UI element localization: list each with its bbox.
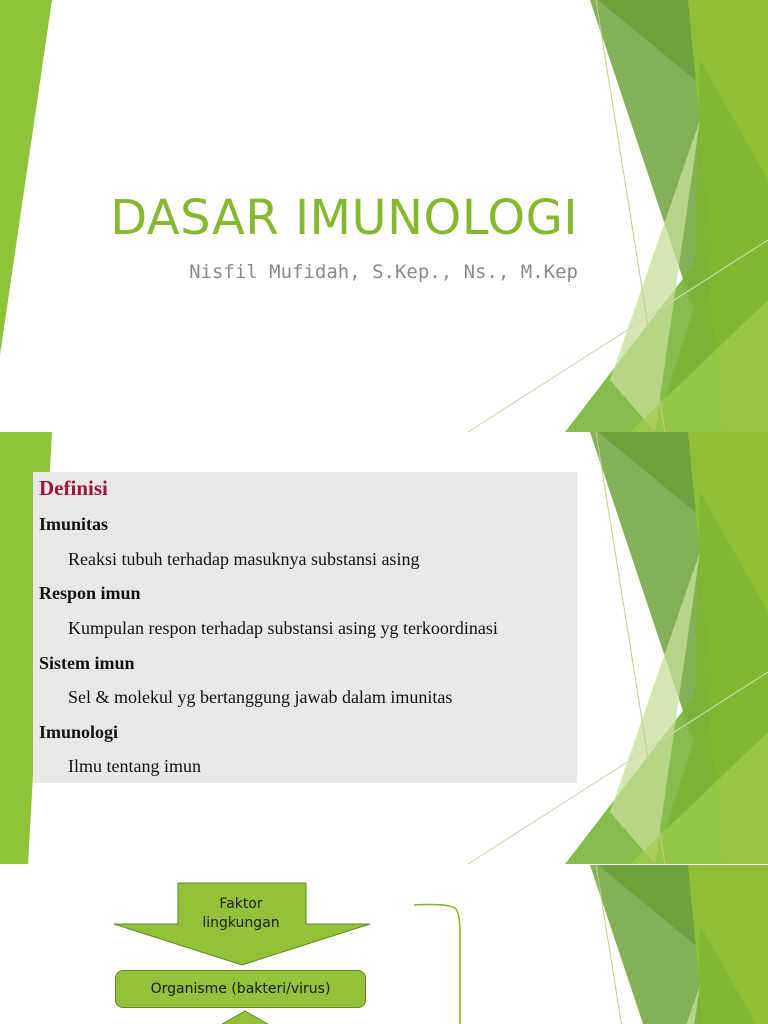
term-respon-imun: Respon imun (39, 583, 141, 603)
organisme-box: Organisme (bakteri/virus) (115, 970, 366, 1008)
next-arrow (190, 1010, 300, 1024)
desc-imunologi: Ilmu tentang imun (68, 756, 201, 776)
desc-sistem-imun: Sel & molekul yg bertanggung jawab dalam imunitas (68, 687, 453, 707)
definition-box (33, 472, 577, 783)
presentation-author: Nisfil Mufidah, S.Kep., Ns., M.Kep (189, 261, 578, 283)
definition-heading: Definisi (39, 476, 108, 500)
term-sistem-imun: Sistem imun (39, 653, 135, 673)
arrow-label-line1: Faktor (219, 896, 263, 912)
desc-imunitas: Reaksi tubuh terhadap masuknya substansi asing (68, 549, 420, 569)
term-imunitas: Imunitas (39, 514, 109, 534)
definition-slide (0, 432, 768, 865)
flow-slide (0, 865, 768, 1024)
term-imunologi: Imunologi (39, 722, 119, 742)
presentation-title: DASAR IMUNOLOGI (110, 190, 578, 246)
title-slide (0, 0, 768, 432)
arrow-label (178, 895, 304, 933)
right-bracket (410, 903, 470, 1024)
arrow-label-line2: lingkungan (202, 915, 280, 931)
desc-respon-imun: Kumpulan respon terhadap substansi asing yg terkoordinasi (68, 618, 498, 638)
